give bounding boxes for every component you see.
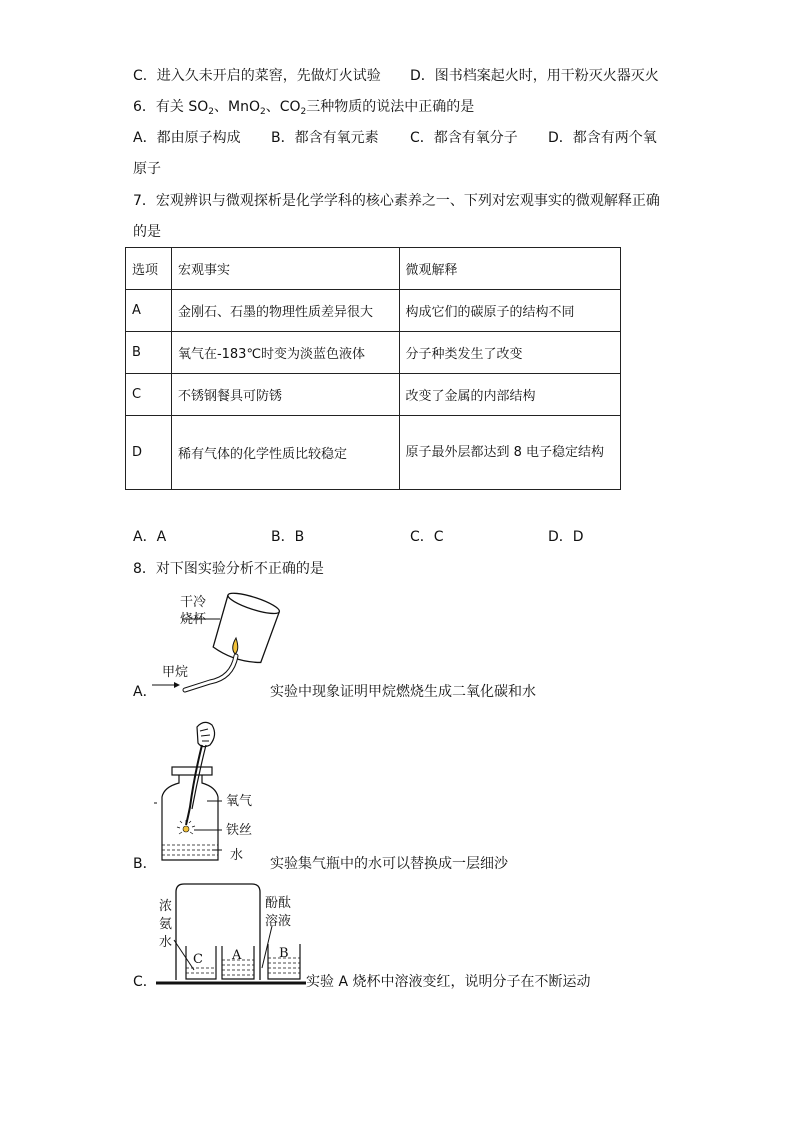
table-cell: A	[126, 290, 172, 332]
label-iron-wire: 铁丝	[226, 823, 253, 838]
q8-option-a-text: 实验中现象证明甲烷燃烧生成二氧化碳和水	[270, 684, 536, 700]
q6-option-d-cont: 原子	[133, 161, 161, 177]
q8-stem: 8．对下图实验分析不正确的是	[133, 561, 324, 577]
q7-option-c: C．C	[410, 529, 444, 545]
label-beaker-1: 干冷	[180, 595, 207, 610]
label-phenol-2: 溶液	[265, 914, 292, 929]
q8-option-a-marker: A．	[133, 684, 157, 700]
table-cell: C	[126, 374, 172, 416]
table-cell: 原子最外层都达到 8 电子稳定结构	[399, 416, 621, 490]
table-cell: 不锈钢餐具可防锈	[171, 374, 399, 416]
q7-option-b: B．B	[271, 529, 305, 545]
q8-option-b-text: 实验集气瓶中的水可以替换成一层细沙	[270, 856, 508, 872]
q7-stem-line2: 的是	[133, 224, 161, 240]
label-ammonia-3: 水	[159, 935, 173, 950]
label-phenol-1: 酚酞	[265, 896, 292, 911]
label-water: 水	[230, 848, 244, 863]
label-methane: 甲烷	[162, 665, 189, 680]
q6-option-d: D．都含有两个氧	[548, 130, 657, 146]
table-cell: B	[126, 332, 172, 374]
q8-option-c-marker: C．	[133, 974, 157, 990]
q6-stem: 6．有关 $SO_2$、MnO$_2$、$CO_2$三种物质的说法中正确的是	[133, 99, 475, 117]
table-cell: 改变了金属的内部结构	[399, 374, 621, 416]
table-cell: 金刚石、石墨的物理性质差异很大	[171, 290, 399, 332]
table-row	[126, 374, 621, 416]
label-oxygen: 氧气	[226, 794, 253, 809]
table-row	[126, 290, 621, 332]
label-cup-b: B	[279, 946, 289, 961]
table-row	[126, 332, 621, 374]
figure-b-iron-wire-jar	[152, 717, 242, 867]
table-header: 选项	[126, 248, 172, 290]
q7-option-a: A．A	[133, 529, 167, 545]
label-beaker-2: 烧杯	[180, 612, 207, 627]
table-row	[126, 416, 621, 490]
q7-option-d: D．D	[548, 529, 584, 545]
table-cell: 分子种类发生了改变	[399, 332, 621, 374]
table-header: 宏观事实	[171, 248, 399, 290]
q6-option-a: A．都由原子构成	[133, 130, 241, 146]
label-cup-a: A	[232, 948, 242, 963]
table-cell: 稀有气体的化学性质比较稳定	[171, 416, 399, 490]
label-cup-c: C	[193, 952, 203, 967]
q5-option-d: D．图书档案起火时，用干粉灭火器灭火	[410, 68, 659, 84]
table-cell: D	[126, 416, 172, 490]
q6-option-b: B．都含有氧元素	[271, 130, 379, 146]
table-header-row	[126, 248, 621, 290]
q7-table	[125, 247, 621, 490]
q7-stem-line1: 7．宏观辨识与微观探析是化学学科的核心素养之一、下列对宏观事实的微观解释正确	[133, 193, 660, 209]
table-header: 微观解释	[399, 248, 621, 290]
q8-option-c-text: 实验 A 烧杯中溶液变红，说明分子在不断运动	[306, 974, 591, 990]
table-cell: 构成它们的碳原子的结构不同	[399, 290, 621, 332]
q5-option-c: C．进入久未开启的菜窖，先做灯火试验	[133, 68, 381, 84]
figure-a-methane-beaker	[150, 590, 280, 700]
table-cell: 氧气在-183℃时变为淡蓝色液体	[171, 332, 399, 374]
q6-option-c: C．都含有氧分子	[410, 130, 518, 146]
label-ammonia-2: 氨	[159, 917, 173, 932]
label-ammonia-1: 浓	[159, 899, 173, 914]
q8-option-b-marker: B．	[133, 856, 157, 872]
